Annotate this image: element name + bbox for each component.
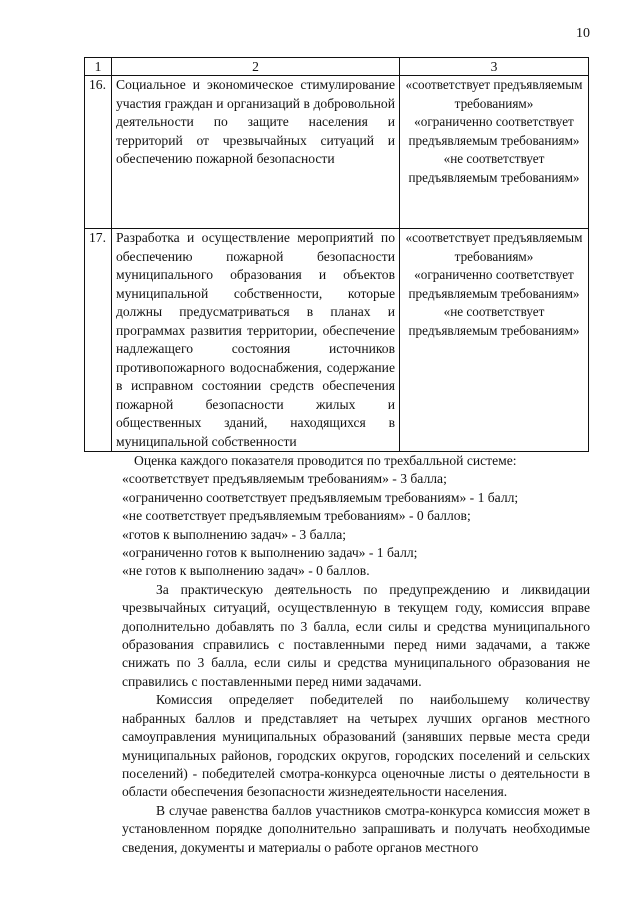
paragraph-winners: Комиссия определяет победителей по наибольшему количеству набранных баллов и представляет на четырех лучших органов местного самоуправления муниципальных образований (занявших первые места среди муниципальных районов, городских округов, городских поселений и сельских поселений) - победителей смотра-конкурса оценочные листы о деятельности в области обеспечения безопасности жизнедеятельности населения. — [122, 692, 590, 800]
scoring-line: «не готов к выполнению задач» - 0 баллов. — [122, 563, 370, 579]
header-col-2: 2 — [112, 58, 400, 76]
option-limited: «ограниченно соответствует предъявляемым требованиям» — [408, 267, 580, 301]
option-limited: «ограниченно соответствует предъявляемым требованиям» — [408, 114, 580, 148]
option-full: «соответствует предъявляемым требованиям» — [405, 77, 583, 111]
row-options — [400, 229, 589, 452]
header-col-1: 1 — [85, 58, 112, 76]
scoring-intro: Оценка каждого показателя проводится по трехбалльной системе: — [134, 453, 517, 468]
paragraph-tie: В случае равенства баллов участников смотра-конкурса комиссия может в установленном порядке дополнительно запрашивать и получать необходимые сведения, документы и материалы о работе органов местного — [122, 802, 590, 855]
scoring-line: «ограниченно готов к выполнению задач» - 1 балл; — [122, 545, 418, 561]
row-number: 16. — [85, 76, 112, 229]
row-options — [400, 76, 589, 229]
option-none: «не соответствует предъявляемым требованиям» — [408, 151, 580, 185]
header-col-3: 3 — [400, 58, 589, 76]
option-none: «не соответствует предъявляемым требованиям» — [408, 304, 580, 338]
criteria-table — [84, 57, 589, 452]
table-header-row — [85, 58, 589, 76]
paragraph-practical-activity: За практическую деятельность по предупреждению и ликвидации чрезвычайных ситуаций, осуществленную в текущем году, комиссия вправе дополнительно добавлять по 3 балла, если силы и средства муниципального образования справились с поставленными перед ними задачами, а также снижать по 3 балла, если силы и средства муниципального образования не справились с поставленными перед ними задачами. — [122, 581, 590, 689]
row-number: 17. — [85, 229, 112, 452]
scoring-line: «ограниченно соответствует предъявляемым требованиям» - 1 балл; — [122, 489, 519, 505]
scoring-line: «соответствует предъявляемым требованиям» - 3 балла; — [122, 471, 447, 487]
row-criterion: Социальное и экономическое стимулирование участия граждан и организаций в добровольной деятельности по защите населения и территорий от чрезвычайных ситуаций и обеспечению пожарной безопасности — [112, 76, 400, 229]
body-text — [122, 452, 590, 857]
table-row — [85, 229, 589, 452]
option-full: «соответствует предъявляемым требованиям» — [405, 230, 583, 264]
page-number: 10 — [576, 26, 590, 41]
row-criterion: Разработка и осуществление мероприятий по обеспечению пожарной безопасности муниципального образования и объектов муниципальной собственности, которые должны предусматриваться в планах и программах развития территории, обеспечение надлежащего состояния источников противопожарного водоснабжения, содержание в исправном состоянии средств обеспечения пожарной безопасности жилых и общественных зданий, находящихся в муниципальной собственности — [112, 229, 400, 452]
scoring-line: «готов к выполнению задач» - 3 балла; — [122, 526, 347, 542]
table-row — [85, 76, 589, 229]
scoring-line: «не соответствует предъявляемым требованиям» - 0 баллов; — [122, 508, 471, 524]
